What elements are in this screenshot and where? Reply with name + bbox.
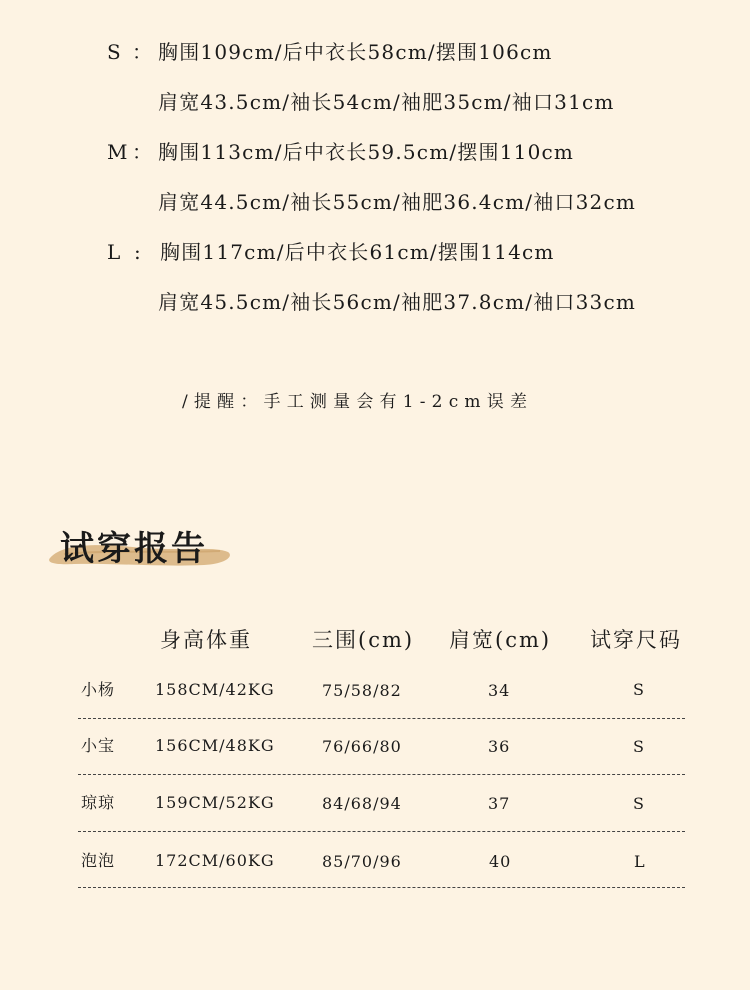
shoulder-width: 36 bbox=[488, 737, 511, 756]
shoulder-width: 40 bbox=[489, 852, 512, 871]
height-weight: 158CM/42KG bbox=[155, 680, 275, 699]
tester-name: 小宝 bbox=[81, 736, 116, 755]
tester-name: 琼琼 bbox=[81, 793, 116, 812]
height-weight: 156CM/48KG bbox=[155, 736, 275, 755]
trial-size: S bbox=[633, 794, 645, 813]
size-spec-line: 胸围109cm/后中衣长58cm/摆围106cm bbox=[158, 40, 553, 64]
size-separator: ： bbox=[132, 40, 154, 64]
trial-size: S bbox=[633, 680, 645, 699]
header-height-weight: 身高体重 bbox=[160, 628, 252, 652]
header-measurements: 三围(cm) bbox=[312, 628, 415, 652]
height-weight: 159CM/52KG bbox=[155, 793, 275, 812]
measurements: 85/70/96 bbox=[322, 852, 402, 871]
height-weight: 172CM/60KG bbox=[155, 851, 275, 870]
size-spec-line: 胸围113cm/后中衣长59.5cm/摆围110cm bbox=[158, 140, 575, 164]
trial-size: S bbox=[633, 737, 645, 756]
size-spec-line: 胸围117cm/后中衣长61cm/摆围114cm bbox=[160, 240, 555, 264]
measurements: 76/66/80 bbox=[322, 737, 402, 756]
measurement-reminder: /提醒：手工测量会有1-2cm误差 bbox=[182, 392, 534, 412]
size-letter: M bbox=[107, 140, 129, 164]
measurements: 84/68/94 bbox=[322, 794, 402, 813]
size-spec-line: 肩宽43.5cm/袖长54cm/袖肥35cm/袖口31cm bbox=[158, 90, 615, 114]
trial-report-title: 试穿报告 bbox=[60, 529, 208, 569]
size-spec-line: 肩宽44.5cm/袖长55cm/袖肥36.4cm/袖口32cm bbox=[158, 190, 637, 214]
size-letter: L bbox=[107, 240, 122, 264]
row-divider bbox=[78, 887, 685, 888]
size-separator: : bbox=[134, 240, 142, 264]
shoulder-width: 34 bbox=[488, 681, 511, 700]
measurements: 75/58/82 bbox=[322, 681, 402, 700]
size-letter: S bbox=[107, 40, 122, 64]
header-shoulder: 肩宽(cm) bbox=[449, 628, 552, 652]
tester-name: 小杨 bbox=[81, 680, 116, 699]
row-divider bbox=[78, 774, 685, 775]
trial-size: L bbox=[634, 852, 646, 871]
shoulder-width: 37 bbox=[488, 794, 511, 813]
size-spec-line: 肩宽45.5cm/袖长56cm/袖肥37.8cm/袖口33cm bbox=[158, 290, 637, 314]
row-divider bbox=[78, 831, 685, 832]
size-separator: ： bbox=[132, 140, 154, 164]
header-trial-size: 试穿尺码 bbox=[590, 628, 682, 652]
row-divider bbox=[78, 718, 685, 719]
tester-name: 泡泡 bbox=[81, 851, 116, 870]
